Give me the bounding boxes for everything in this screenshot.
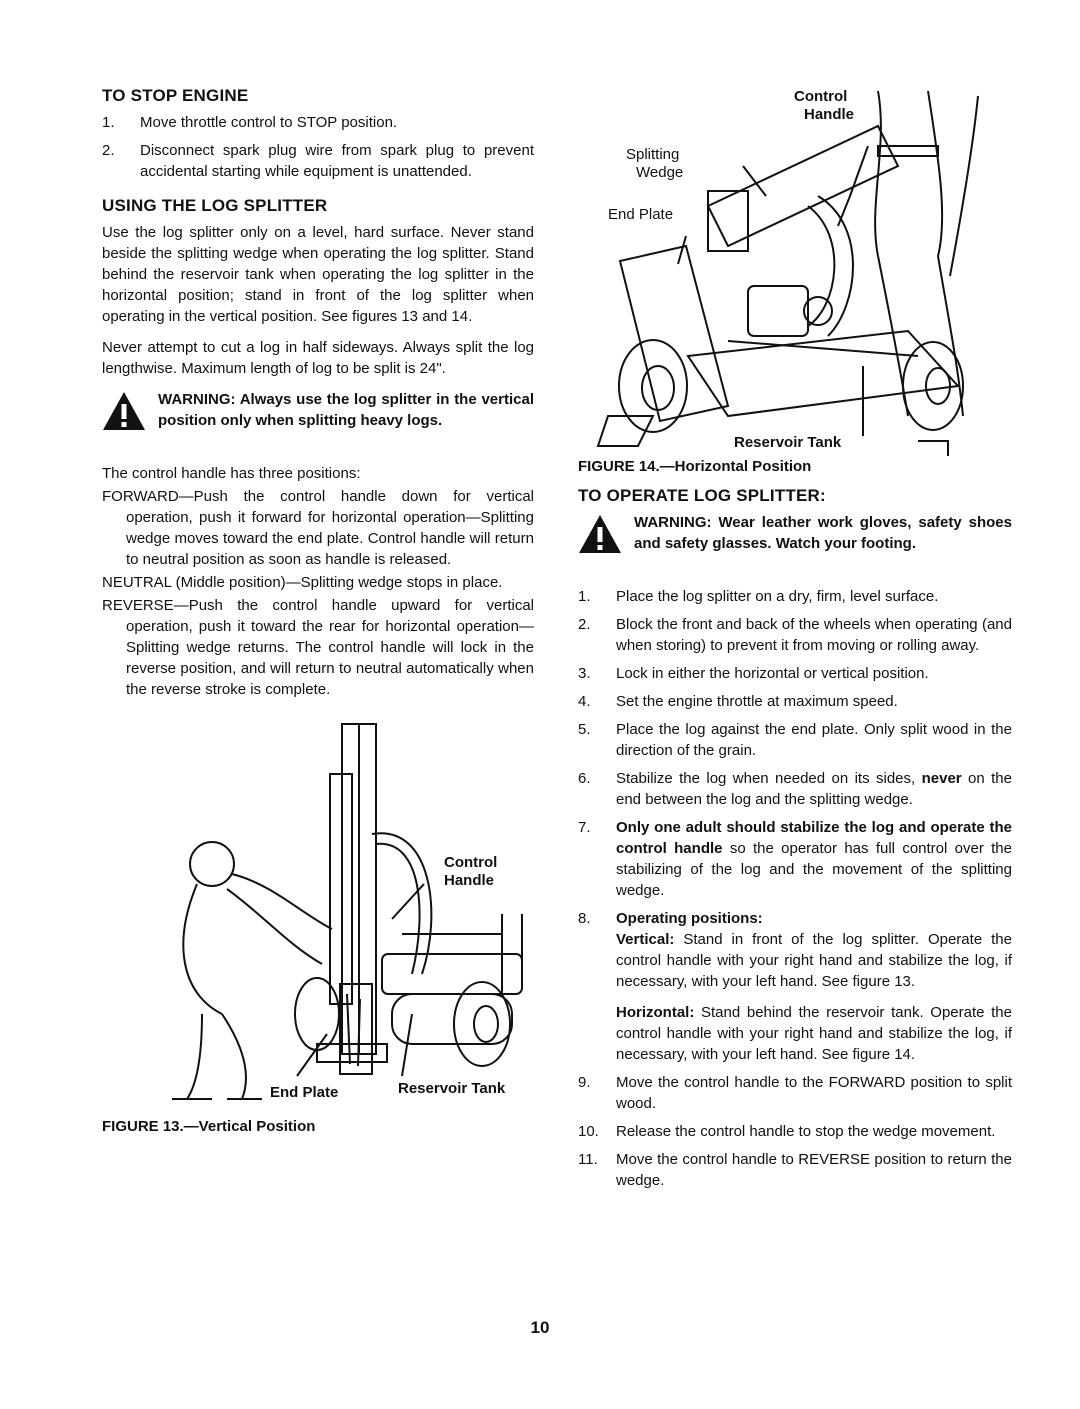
fig14-label-reservoir: Reservoir Tank [734, 434, 842, 451]
handle-intro: The control handle has three positions: [102, 465, 361, 482]
page-number: 10 [530, 1318, 550, 1337]
warning-triangle-icon [102, 391, 146, 431]
fig14-label-end-plate: End Plate [608, 206, 674, 223]
using-paragraph-2: Never attempt to cut a log in half sideways. Always split the log lengthwise. Maximum length of log to be split is 24". [102, 339, 534, 377]
fig14-label-control: Control [794, 88, 848, 105]
stop-engine-heading: TO STOP ENGINE [102, 86, 249, 105]
list-item: 2. Disconnect spark plug wire from spark plug to prevent accidental starting while equipment is unattended. [102, 142, 534, 180]
fig13-label-handle: Handle [444, 872, 495, 889]
warning-heavy-logs [102, 389, 534, 451]
operate-steps [578, 586, 1012, 1191]
figure-13-caption: FIGURE 13.—Vertical Position [102, 1118, 316, 1135]
list-item: 9. Move the control handle to the FORWARD position to split wood. [578, 1074, 1012, 1112]
figure-14-caption: FIGURE 14.—Horizontal Position [578, 458, 812, 475]
warning-text: WARNING: Always use the log splitter in the vertical position only when splitting heavy logs. [158, 391, 534, 429]
warning-protective-gear [578, 512, 1012, 574]
fig13-label-control: Control [444, 854, 498, 871]
horizontal-instruction: Horizontal: Stand behind the reservoir tank. Operate the control handle with your right hand and stabilize the log, if necessary, with your left hand. See figure 14. [616, 1004, 1012, 1063]
vertical-splitter-illustration [102, 714, 534, 1114]
fig13-label-reservoir: Reservoir Tank [398, 1080, 506, 1097]
fig14-label-wedge: Wedge [636, 164, 684, 181]
position-neutral: NEUTRAL (Middle position)—Splitting wedge stops in place. [102, 574, 503, 591]
list-item: 1. Place the log splitter on a dry, firm, level surface. [578, 588, 939, 605]
horizontal-splitter-illustration [578, 86, 1012, 456]
left-column [102, 86, 534, 1135]
list-item: 6. Stabilize the log when needed on its sides, never on the end between the log and the splitting wedge. [578, 770, 1012, 808]
list-item: 4. Set the engine throttle at maximum speed. [578, 693, 898, 710]
right-column [578, 86, 1012, 1198]
list-item: 7. Only one adult should stabilize the log and operate the control handle so the operator has full control over the stabilizing of the log and the movement of the splitting wedge. [578, 819, 1012, 899]
fig14-label-handle: Handle [804, 106, 855, 123]
stop-engine-steps [102, 112, 534, 182]
warning-triangle-icon [578, 514, 622, 554]
fig14-label-splitting: Splitting [626, 146, 680, 163]
fig13-label-end-plate: End Plate [270, 1084, 339, 1101]
figure-14 [578, 86, 1012, 478]
operate-heading: TO OPERATE LOG SPLITTER: [578, 486, 826, 505]
list-item: 2. Block the front and back of the wheels when operating (and when storing) to prevent it from moving or rolling away. [578, 616, 1012, 654]
using-heading: USING THE LOG SPLITTER [102, 196, 328, 215]
warning-text: WARNING: Wear leather work gloves, safety shoes and safety glasses. Watch your footing. [634, 514, 1012, 552]
position-forward: FORWARD—Push the control handle down for vertical operation, push it forward for horizontal operation—Splitting wedge moves toward the end plate. Control handle will return to neutral position as soon as handle is released. [102, 488, 534, 568]
list-item: 10. Release the control handle to stop the wedge movement. [578, 1123, 996, 1140]
using-paragraph-1: Use the log splitter only on a level, hard surface. Never stand beside the splitting wedge when operating the log splitter. Stand behind the reservoir tank when operating the log splitter in the horizontal position; stand in front of the log splitter when operating in the vertical position. See figures 13 and 14. [102, 224, 534, 325]
list-item: 3. Lock in either the horizontal or vertical position. [578, 665, 929, 682]
list-item: 11. Move the control handle to REVERSE position to return the wedge. [578, 1151, 1012, 1189]
position-reverse: REVERSE—Push the control handle upward for vertical operation, push it toward the rear for horizontal operation—Splitting wedge returns. The control handle will lock in the reverse position, and will return to neutral automatically when the reverse stroke is complete. [102, 597, 534, 698]
list-item: 1. Move throttle control to STOP position. [102, 114, 398, 131]
figure-13 [102, 714, 534, 1135]
list-item: 5. Place the log against the end plate. Only split wood in the direction of the grain. [578, 721, 1012, 759]
list-item: 8. Operating positions: Vertical: Stand in front of the log splitter. Operate the control handle with your right hand and stabilize the log, if necessary, with your left hand. See figure 13. Horizontal: Stand behind the reservoir tank. Operate the control handle with your right hand and stabilize the log, if necessary, with your left hand. See figure 14. [578, 910, 1012, 1063]
